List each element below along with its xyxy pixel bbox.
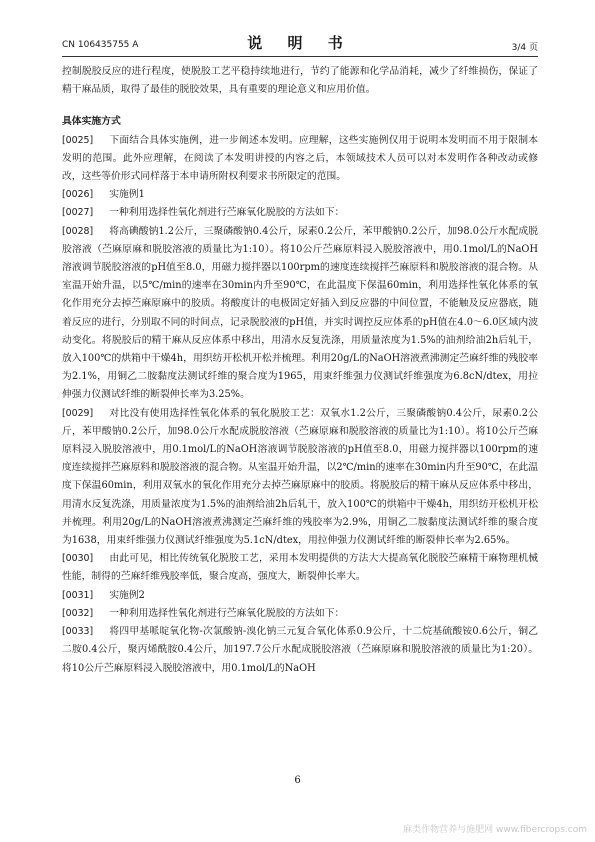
- paragraph: [62, 186, 538, 204]
- document-body: [62, 63, 538, 678]
- patent-number: CN 106435755 A: [62, 40, 139, 50]
- paragraph-text: 将高碘酸钠1.2公斤，三聚磷酸钠0.4公斤，尿素0.2公斤，苯甲酸钠0.2公斤，加98.0公斤水配成脱胶溶液（苎麻原麻和脱胶溶液的质量比为1:10）。将10公斤苎麻原料浸入脱胶溶液中，用0.1mol/L的NaOH溶液调节脱胶溶液的pH值至8.0，用磁力搅拌器以100rpm的速度连续搅拌苎麻原料和脱胶溶液的混合物。从室温开始升温，以5℃/min的速率在30min内升至90℃，在此温度下保温60min，利用选择性氧化体系的氧化作用充分去掉苎麻原麻中的胶质。将酸度计的电极固定好插入到反应器的中间位置，不能触及反应器底，随着反应的进行，分别取不同的时间点，记录脱胶液的pH值，并实时调控反应体系的pH值在4.0～6.0区域内波动变化。将脱胶后的精干麻从反应体系中移出，用清水反复洗涤，用质量浓度为1.5%的油剂给油2h后轧干，放入100℃的烘箱中干燥4h，用织纺开松机开松并梳理。利用20g/L的NaOH溶液煮沸测定苎麻纤维的残胶率为2.1%，用铜乙二胺黏度法测试纤维的聚合度为1965，用束纤维强力仪测试纤维强度为6.8cN/dtex，用拉伸强力仪测试纤维的断裂伸长率为3.25%。: [62, 225, 538, 401]
- paragraph-text: 对比没有使用选择性氧化体系的氧化脱胶工艺：双氧水1.2公斤，三聚磷酸钠0.4公斤，尿素0.2公斤，苯甲酸钠0.2公斤，加98.0公斤水配成脱胶溶液（苎麻原麻和脱胶溶液的质量比为1:10）。将10公斤苎麻原料浸入脱胶溶液中，用0.1mol/L的NaOH溶液调节脱胶溶液的pH值至8.0，用磁力搅拌器以100rpm的速度连续搅拌苎麻原料和脱胶溶液的混合物。从室温开始升温，以2℃/min的速率在30min内升至90℃，在此温度下保温60min，利用双氧水的氧化作用充分去掉苎麻原麻中的胶质。将脱胶后的精干麻从反应体系中移出，用清水反复洗涤，用质量浓度为1.5%的油剂给油2h后轧干，放入100℃的烘箱中干燥4h，用织纺开松机开松并梳理。利用20g/L的NaOH溶液煮沸测定苎麻纤维的残胶率为2.9%，用铜乙二胺黏度法测试纤维的聚合度为1638，用束纤维强力仪测试纤维强度为5.1cN/dtex，用拉伸强力仪测试纤维的断裂伸长率为2.65%。: [62, 407, 538, 547]
- paragraph: [62, 550, 538, 586]
- paragraph-text: 将四甲基哌啶氧化物-次氯酸钠-溴化钠三元复合氧化体系0.9公斤，十二烷基硫酸铵0.6公斤，铜乙二胺0.4公斤，聚丙烯酰胺0.4公斤，加197.7公斤水配成脱胶溶液（苎麻原麻和脱胶溶液的质量比为1:20）。将10公斤苎麻原料浸入脱胶溶液中，用0.1mol/L的NaOH: [62, 626, 538, 674]
- document-title: 说 明 书: [247, 34, 353, 52]
- paragraph-text: 实施例2: [109, 589, 145, 601]
- page-number: 6: [294, 775, 301, 786]
- paragraph-number: [0031]: [62, 589, 94, 601]
- paragraph-number: [0025]: [62, 134, 94, 146]
- paragraph-text: 一种利用选择性氧化剂进行苎麻氧化脱胶的方法如下：: [109, 207, 345, 219]
- paragraph: [62, 63, 538, 99]
- page-header: [62, 32, 538, 54]
- paragraph-number: [0030]: [62, 553, 94, 565]
- paragraph-number: [0027]: [62, 207, 94, 219]
- paragraph-number: [0029]: [62, 407, 94, 419]
- paragraph-number: [0028]: [62, 225, 94, 237]
- paragraph: [62, 623, 538, 678]
- paragraph-text: 由此可见，相比传统氧化脱胶工艺，采用本发明提供的方法大大提高氧化脱胶苎麻精干麻物理机械性能，制得的苎麻纤维残胶率低，聚合度高，强度大，断裂伸长率大。: [62, 553, 538, 583]
- paragraph-text: 下面结合具体实施例，进一步阐述本发明。应理解，这些实施例仅用于说明本发明而不用于限制本发明的范围。此外应理解，在阅读了本发明讲授的内容之后，本领域技术人员可以对本发明作各种改动或修改，这些等价形式同样落于本申请所附权利要求书所限定的范围。: [62, 134, 538, 183]
- paragraph: [62, 204, 538, 222]
- paragraph-number: [0032]: [62, 607, 94, 619]
- section-heading: 具体实施方式: [62, 116, 121, 128]
- paragraph: [62, 587, 538, 605]
- page-indicator: 3/4 页: [511, 43, 538, 53]
- paragraph-text: 一种利用选择性氧化剂进行苎麻氧化脱胶的方法如下：: [109, 607, 345, 619]
- paragraph-text: 控制脱胶反应的进行程度，使脱胶工艺平稳持续地进行，节约了能源和化学品消耗，减少了纤维损伤，保证了精干麻品质，取得了最佳的脱胶效果，具有重要的理论意义和应用价值。: [62, 66, 538, 96]
- site-watermark: 麻类作物营养与施肥网 www.fibercrops.com: [403, 825, 587, 835]
- header-rule: [62, 56, 538, 57]
- paragraph: [62, 223, 538, 405]
- paragraph: [62, 605, 538, 623]
- paragraph: [62, 405, 538, 551]
- paragraph-number: [0026]: [62, 189, 94, 201]
- paragraph: [62, 132, 538, 187]
- paragraph-text: 实施例1: [109, 189, 145, 201]
- paragraph-number: [0033]: [62, 626, 94, 638]
